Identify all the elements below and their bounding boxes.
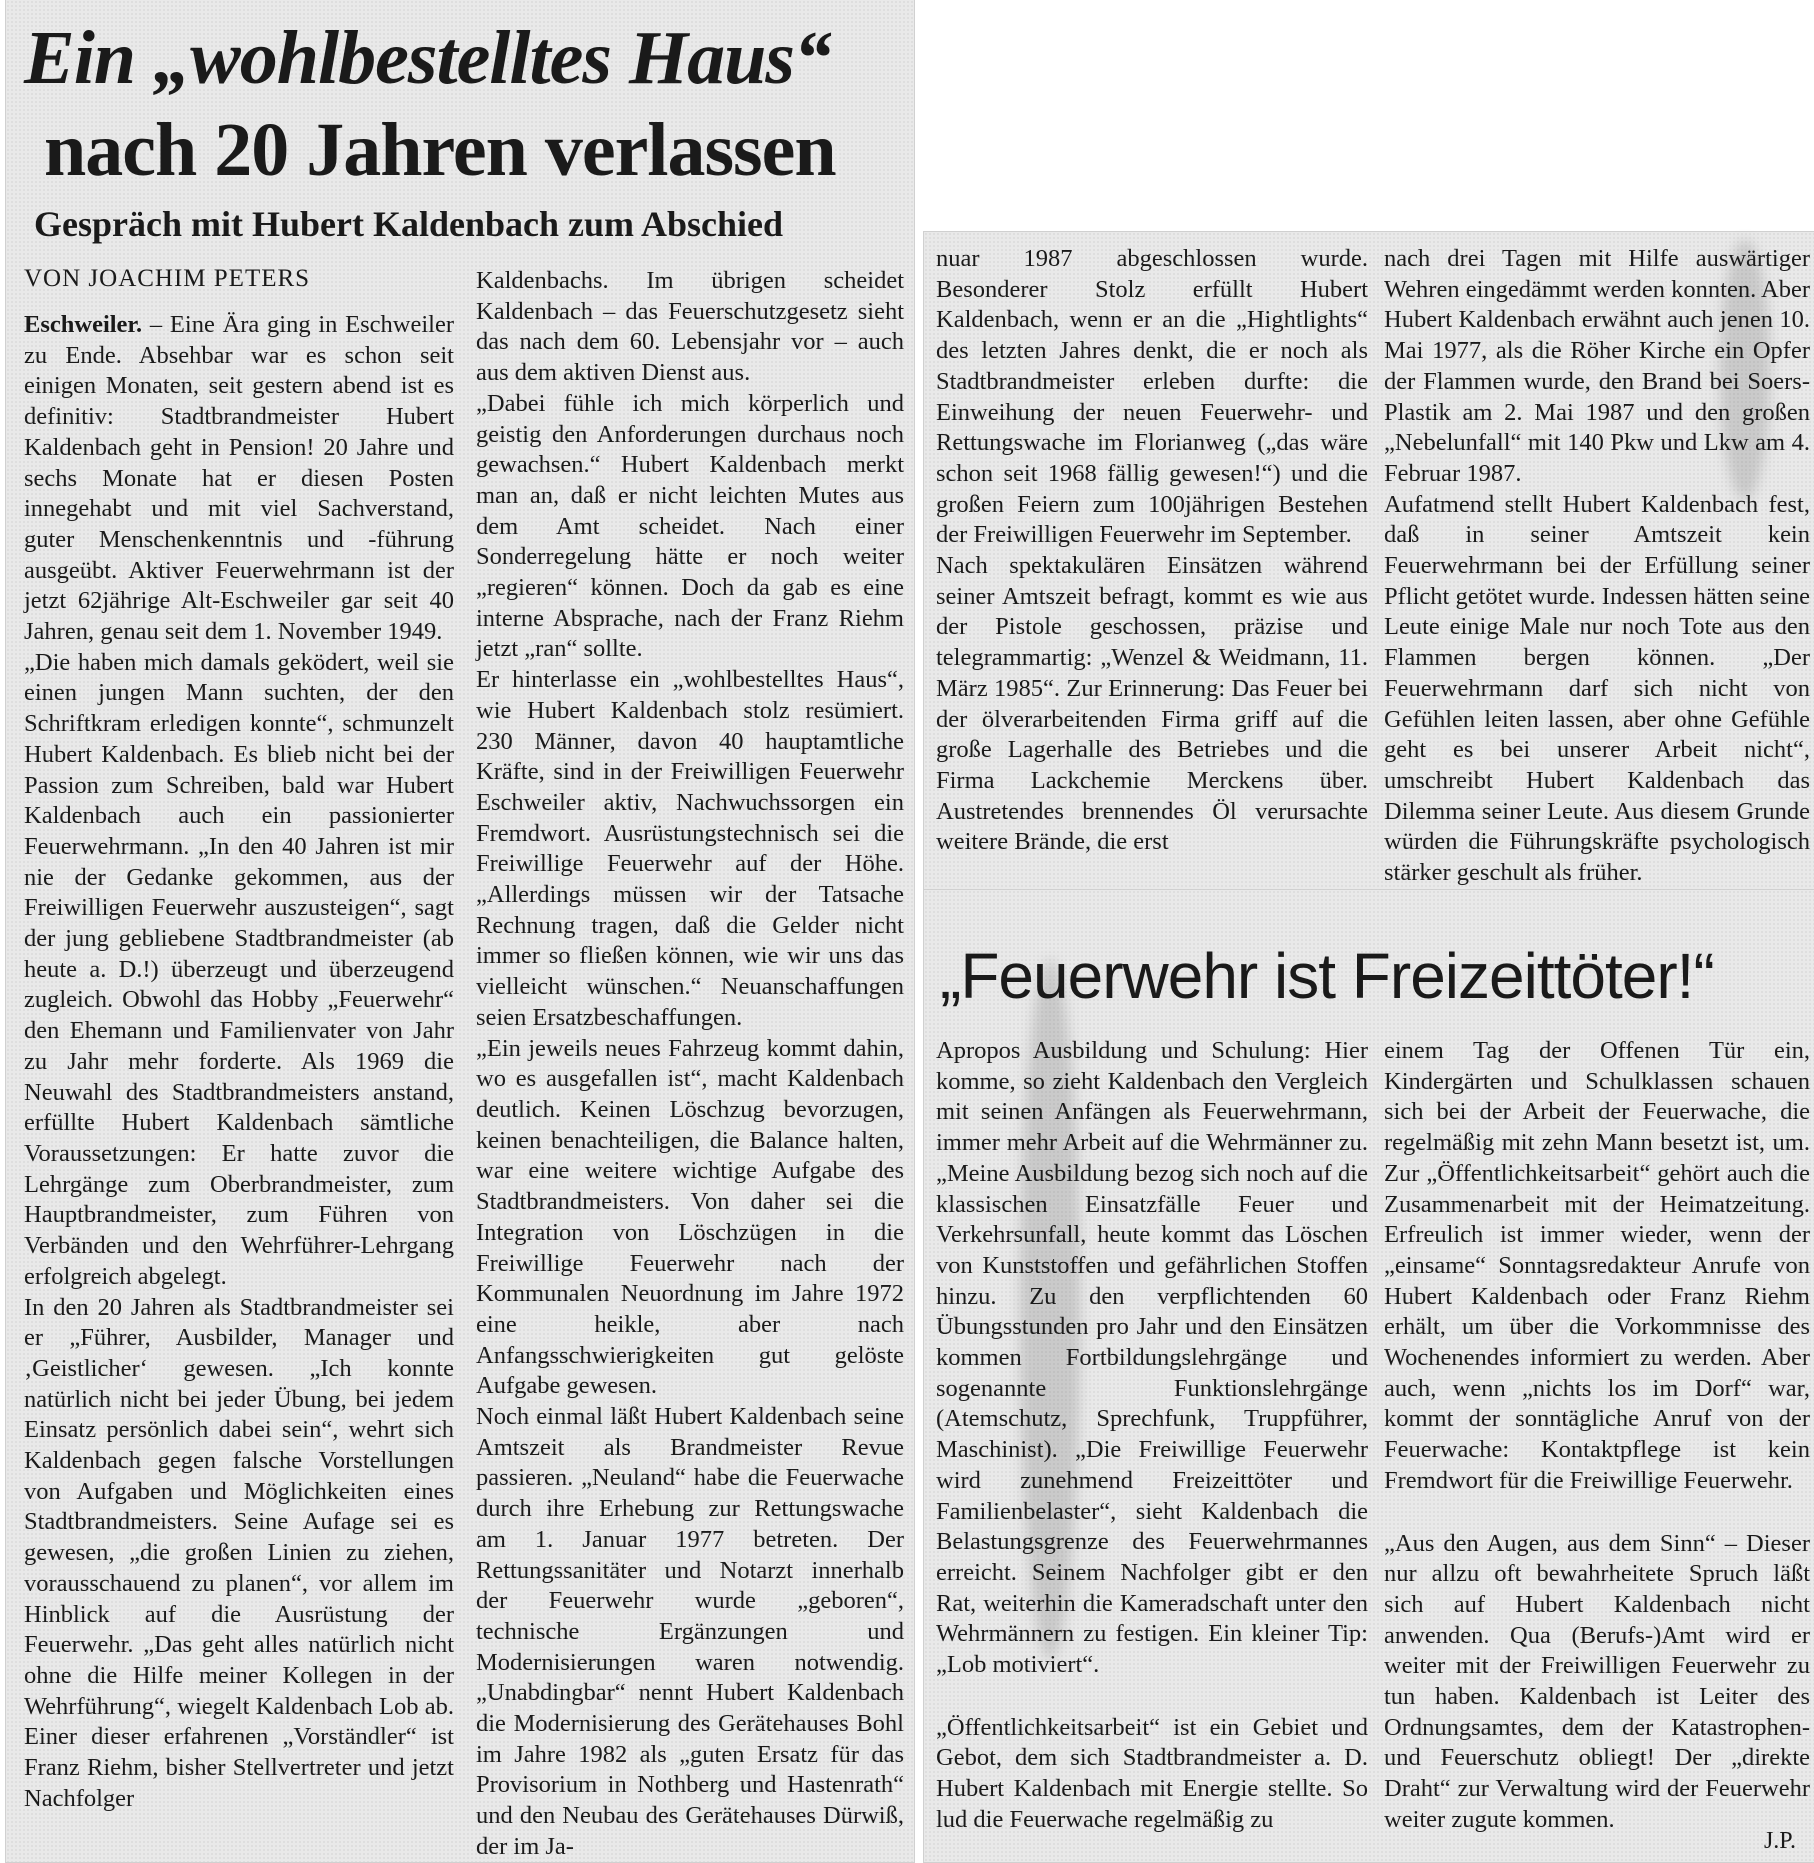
paragraph: „Öffentlichkeitsarbeit“ ist ein Gebiet und Gebot, dem sich Stadtbrandmeister a. D. Hubert Kaldenbach mit Energie stellte. So lud die Feuerwache regelmäßig zu — [936, 1713, 1368, 1833]
paragraph-gap — [936, 1681, 1368, 1713]
headline: Ein „wohlbestelltes Haus“ — [24, 16, 831, 100]
article-column-2 — [476, 266, 904, 1863]
paragraph: Eschweiler. – Eine Ära ging in Eschweiler zu Ende. Absehbar war es schon seit einigen Monaten, seit gestern abend ist es definitiv: Stadtbrandmeister Hubert Kaldenbach geht in Pension! 20 Jahre und sechs Monate hat er diesen Posten innegehabt und mit viel Sachverstand, guter Menschenkenntnis und -führung ausgeübt. Aktiver Feuerwehrmann ist der jetzt 62jährige Alt-Eschweiler gar seit 40 Jahren, genau seit dem 1. November 1949. — [24, 311, 454, 646]
paragraph: „Ein jeweils neues Fahrzeug kommt dahin, wo es ausgefallen ist“, macht Kaldenbach deutlich. Keinen Löschzug bevorzugen, keinen benachteiligen, die Balance halten, war eine weitere wichtige Aufgabe des Stadtbrandmeisters. Von daher sei die Integration von Löschzügen in die Freiwillige Feuerwehr nach der Kommunalen Neuordnung im Jahre 1972 eine heikle, aber nach Anfangsschwierigkeiten gut gelöste Aufgabe gewesen. — [476, 1034, 904, 1400]
subheadline: Gespräch mit Hubert Kaldenbach zum Abschied — [34, 204, 784, 244]
paragraph: Nach spektakulären Einsätzen während seiner Amtszeit befragt, kommt es wie aus der Pistole geschossen, präzise und telegrammartig: „Wenzel & Weidmann, 11. März 1985“. Zur Erinnerung: Das Feuer bei der ölverarbeitenden Firma griff auf die große Lagerhalle des Betriebes und die Firma Lackchemie Merckens über. Austretendes brennendes Öl verursachte weitere Brände, die erst — [936, 552, 1368, 856]
author-initials: J.P. — [1763, 1828, 1796, 1854]
paragraph: nuar 1987 abgeschlossen wurde. Besonderer Stolz erfüllt Hubert Kaldenbach, wenn er an die „Hightlights“ des letzten Jahres denkt, die er noch als Stadtbrandmeister erleben durfte: die Einweihung der neuen Feuerwehr- und Rettungswache im Florianweg („das wäre schon seit 1968 fällig gewesen!“) und die großen Feiern zum 100jährigen Bestehen der Freiwilligen Feuerwehr im September. — [936, 245, 1368, 549]
paragraph: „Aus den Augen, aus dem Sinn“ – Dieser nur allzu oft bewahrheitete Spruch läßt sich auf Hubert Kaldenbach nicht anwenden. Qua (Berufs-)Amt wird er weiter mit der Freiwilligen Feuerwehr zu tun haben. Kaldenbach ist Leiter des Ordnungsamtes, dem der Katastrophen- und Feuerschutz obliegt! Der „direkte Draht“ zur Verwaltung wird der Feuerwehr weiter zugute kommen. — [1384, 1529, 1810, 1833]
section-headline: „Feuerwehr ist Freizeittöter!“ — [940, 940, 1714, 1012]
paragraph: Apropos Ausbildung und Schulung: Hier komme, so zieht Kaldenbach den Vergleich mit seinen Anfängen als Feuerwehrmann, immer mehr Arbeit auf die Wehrmänner zu. „Meine Ausbildung bezog sich noch auf die klassischen Einsatzfälle Feuer und Verkehrsunfall, heute kommt das Löschen von Kunststoffen und gefährlichen Stoffen hinzu. Zu den verpflichtenden 60 Übungsstunden pro Jahr und den Einsätzen kommen Fortbildungslehrgänge und sogenannte Funktionslehrgänge (Atemschutz, Sprechfunk, Truppführer, Maschinist). „Die Freiwillige Feuerwehr wird zunehmend Freizeittöter und Familienbelaster“, sieht Kaldenbach die Belastungsgrenze des Feuerwehrmannes erreicht. Seinem Nachfolger gibt er den Rat, weiterhin die Kameradschaft unter den Wehrmännern zu festigen. Ein kleiner Tip: „Lob motiviert“. — [936, 1037, 1368, 1679]
paragraph: „Die haben mich damals geködert, weil sie einen jungen Mann suchten, der den Schriftkram erledigen konnte“, schmunzelt Hubert Kaldenbach. Es blieb nicht bei der Passion zum Schreiben, bald war Hubert Kaldenbach auch ein passionierter Feuerwehrmann. „In den 40 Jahren ist mir nie der Gedanke gekommen, aus der Freiwilligen Feuerwehr auszusteigen“, sagt der jung gebliebene Stadtbrandmeister (ab heute a. D.!) überzeugt und überzeugend zugleich. Obwohl das Hobby „Feuerwehr“ den Ehemann und Familienvater von Jahr zu Jahr mehr forderte. Als 1969 die Neuwahl des Stadtbrandmeisters anstand, erfüllte Hubert Kaldenbach sämtliche Voraussetzungen: Er hatte zuvor die Lehrgänge zum Oberbrandmeister, zum Hauptbrandmeister, zum Führen von Verbänden und den Wehrführer-Lehrgang erfolgreich abgelegt. — [24, 648, 454, 1290]
paragraph: einem Tag der Offenen Tür ein, Kindergärten und Schulklassen schauen sich bei der Arbeit der Feuerwache, die regelmäßig mit zehn Mann besetzt ist, um. Zur „Öffentlichkeitsarbeit“ gehört auch die Zusammenarbeit mit der Heimatzeitung. Erfreulich ist immer wieder, wenn der „einsame“ Sonntagsredakteur Anrufe von Hubert Kaldenbach oder Franz Riehm erhält, um über die Vorkommnisse des Wochenendes informiert zu werden. Aber auch, wenn „nichts los im Dorf“ war, kommt der sonntägliche Anruf von der Feuerwache: Kontaktpflege ist kein Fremdwort für die Freiwillige Feuerwehr. — [1384, 1037, 1810, 1494]
article-column-3 — [936, 244, 1368, 858]
paragraph-gap — [1384, 1497, 1810, 1529]
author-byline: VON JOACHIM PETERS — [24, 265, 311, 292]
paragraph: Aufatmend stellt Hubert Kaldenbach fest, daß in seiner Amtszeit kein Feuerwehrmann bei der Erfüllung seiner Pflicht getötet wurde. Indessen hätten seine Leute einige Male nur noch Tote aus den Flammen bergen können. „Der Feuerwehrmann darf sich nicht von Gefühlen leiten lassen, aber ohne Gefühle geht es bei unserer Arbeit nicht“, umschreibt Hubert Kaldenbach das Dilemma seiner Leute. Aus diesem Grunde würden die Führungskräfte psychologisch stärker geschult als früher. — [1384, 490, 1810, 887]
paragraph: Er hinterlasse ein „wohlbestelltes Haus“, wie Hubert Kaldenbach stolz resümiert. 230 Männer, davon 40 hauptamtliche Kräfte, sind in der Freiwilligen Feuerwehr Eschweiler aktiv, Nachwuchssorgen ein Fremdwort. Ausrüstungstechnisch sei die Freiwillige Feuerwehr auf der Höhe. „Allerdings müssen wir der Tatsache Rechnung tragen, daß die Gelder nicht immer so fließen können, wie wir uns das vielleicht wünschen.“ Neuanschaffungen seien Ersatzbeschaffungen. — [476, 666, 904, 1031]
article-column-5 — [936, 1036, 1368, 1836]
headline-line-2: nach 20 Jahren verlassen — [44, 108, 836, 192]
dateline: Eschweiler. — [24, 311, 143, 338]
article-column-4 — [1384, 244, 1810, 889]
paragraph: Noch einmal läßt Hubert Kaldenbach seine Amtszeit als Brandmeister Revue passieren. „Neuland“ habe die Feuerwache durch ihre Erhebung zur Rettungswache am 1. Januar 1977 betreten. Der Rettungssanitäter und Notarzt innerhalb der Feuerwehr wurde „geboren“, technische Ergänzungen und Modernisierungen waren notwendig. „Unabdingbar“ nennt Hubert Kaldenbach die Modernisierung des Gerätehauses Bohl im Jahre 1982 als „guten Ersatz für das Provisorium in Nothberg und Hastenrath“ und den Neubau des Gerätehauses Dürwiß, der im Ja- — [476, 1403, 904, 1860]
paragraph: „Dabei fühle ich mich körperlich und geistig den Anforderungen durchaus noch gewachsen.“ Hubert Kaldenbach merkt man an, daß er nicht leichten Mutes aus dem Amt scheidet. Nach einer Sonderregelung hätte er noch weiter „regieren“ können. Doch da gab es eine interne Absprache, nach der Franz Riehm jetzt „ran“ sollte. — [476, 389, 904, 663]
article-column-6 — [1384, 1036, 1810, 1836]
paragraph: nach drei Tagen mit Hilfe auswärtiger Wehren eingedämmt werden konnten. Aber Hubert Kaldenbach erwähnt auch jenen 10. Mai 1977, als die Röher Kirche ein Opfer der Flammen wurde, den Brand bei Soers-Plastik am 2. Mai 1987 und den großen „Nebelunfall“ mit 140 Pkw und Lkw am 4. Februar 1987. — [1384, 245, 1810, 487]
article-column-1 — [24, 310, 454, 1814]
paragraph: Kaldenbachs. Im übrigen scheidet Kaldenbach – das Feuerschutzgesetz sieht das nach dem 60. Lebensjahr vor – auch aus dem aktiven Dienst aus. — [476, 267, 904, 387]
paragraph: In den 20 Jahren als Stadtbrandmeister sei er „Führer, Ausbilder, Manager und ‚Geistlicher‘ gewesen. „Ich konnte natürlich nicht bei jeder Übung, bei jedem Einsatz persönlich dabei sein“, wehrt sich Kaldenbach gegen falsche Vorstellungen von Aufgaben und Möglichkeiten eines Stadtbrandmeisters. Seine Aufage sei es gewesen, „die großen Linien zu ziehen, vorausschauend zu planen“, vor allem im Hinblick auf die Ausrüstung der Feuerwehr. „Das geht alles natürlich nicht ohne die Hilfe meiner Kollegen in der Wehrführung“, wiegelt Kaldenbach Lob ab. Einer dieser erfahrenen „Vorständler“ ist Franz Riehm, bisher Stellvertreter und jetzt Nachfolger — [24, 1293, 454, 1812]
